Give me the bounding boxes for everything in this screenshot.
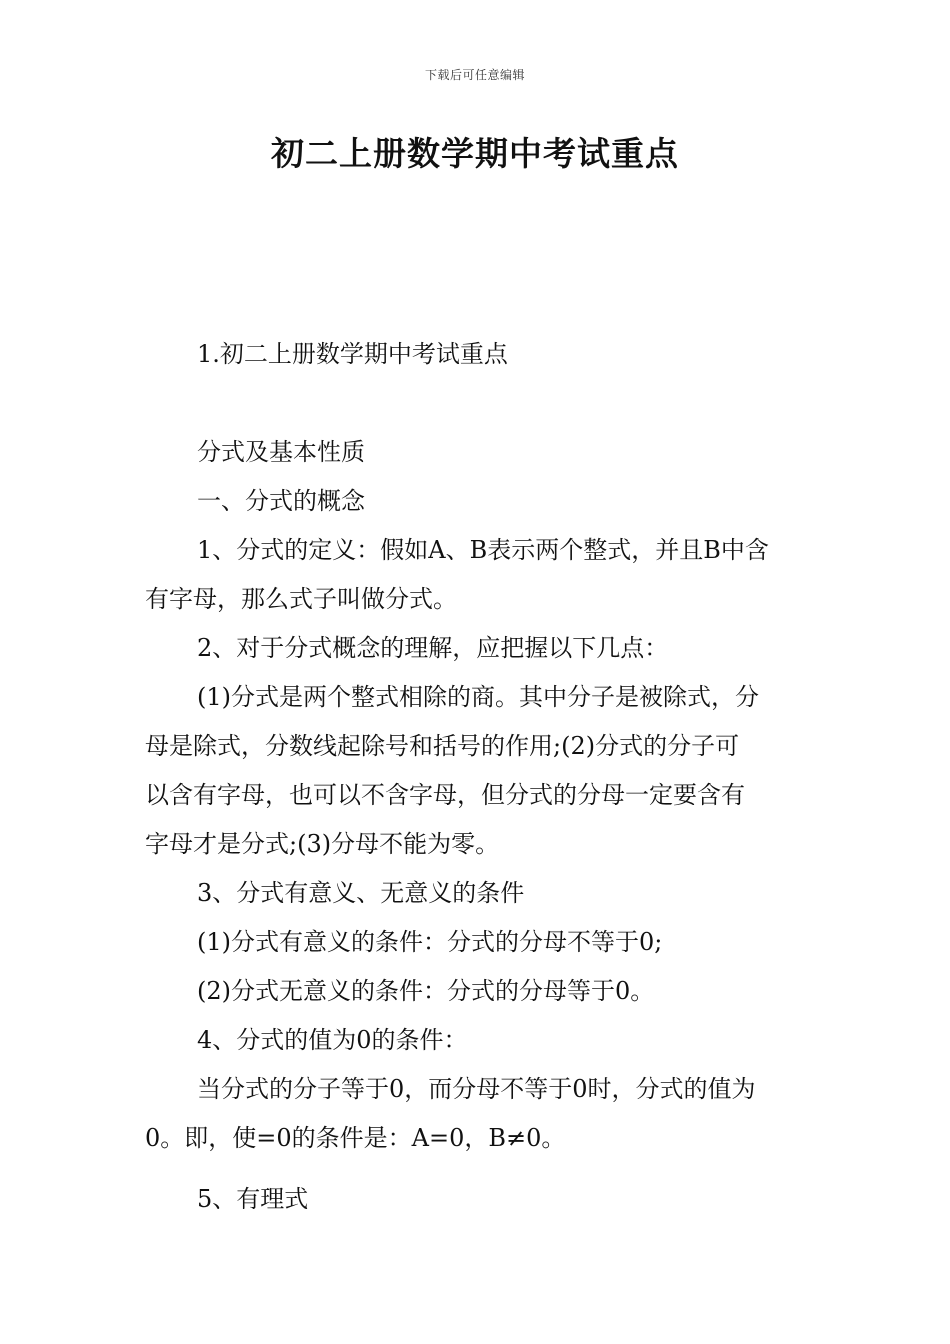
- paragraph-line: 3、分式有意义、无意义的条件: [197, 879, 525, 907]
- paragraph-line: 母是除式，分数线起除号和括号的作用;(2)分式的分子可: [145, 732, 740, 760]
- paragraph-line: 当分式的分子等于0，而分母不等于0时，分式的值为: [197, 1075, 756, 1103]
- paragraph-line: 0。即，使=0的条件是：A=0，B≠0。: [145, 1124, 566, 1152]
- paragraph-line: 有字母，那么式子叫做分式。: [145, 585, 457, 613]
- paragraph-line: 以含有字母，也可以不含字母，但分式的分母一定要含有: [145, 781, 745, 809]
- paragraph-line: (1)分式是两个整式相除的商。其中分子是被除式，分: [197, 683, 759, 711]
- header-note: 下载后可任意编辑: [424, 68, 525, 82]
- subsection-heading: 一、分式的概念: [197, 487, 365, 515]
- paragraph-line: 2、对于分式概念的理解，应把握以下几点：: [197, 634, 669, 662]
- document-title: 初二上册数学期中考试重点: [271, 134, 679, 173]
- document-body: [145, 330, 810, 1224]
- paragraph-line: (2)分式无意义的条件：分式的分母等于0。: [197, 977, 655, 1005]
- paragraph-line: 1、分式的定义：假如A、B表示两个整式，并且B中含: [197, 536, 769, 564]
- topic-heading: 分式及基本性质: [197, 438, 365, 466]
- paragraph-line: 4、分式的值为0的条件：: [197, 1026, 468, 1054]
- paragraph-line: 字母才是分式;(3)分母不能为零。: [145, 830, 500, 858]
- paragraph-line: (1)分式有意义的条件：分式的分母不等于0;: [197, 928, 663, 956]
- section-heading: 1.初二上册数学期中考试重点: [197, 340, 508, 368]
- paragraph-line: 5、有理式: [197, 1185, 309, 1213]
